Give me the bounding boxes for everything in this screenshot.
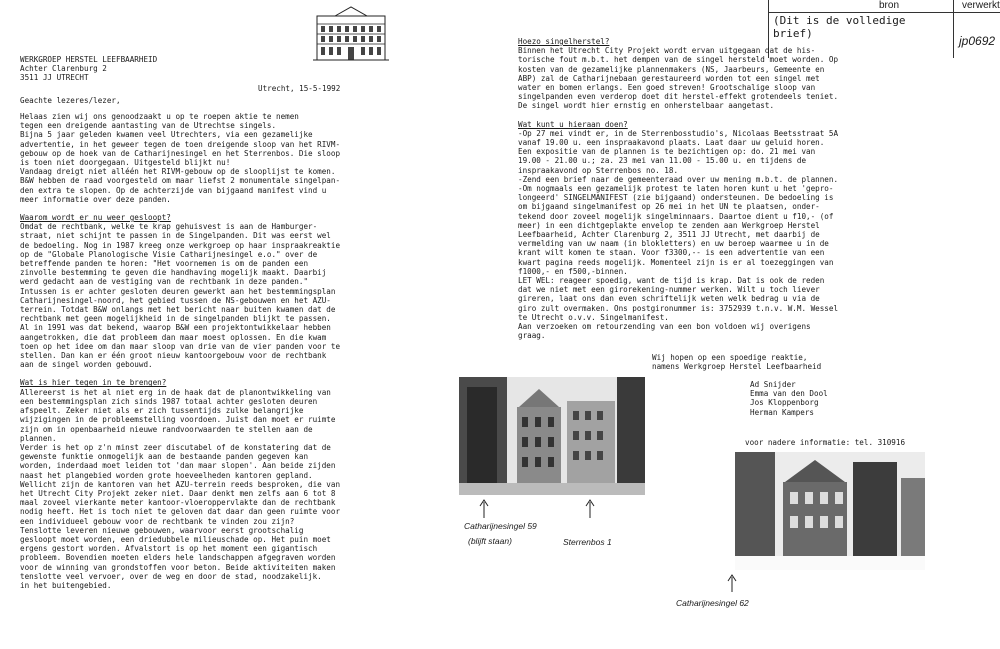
text-line: B&W hebben de raad voorgesteld om maar liefst 2 monumentale singelpan- (20, 176, 341, 186)
signatories (750, 380, 828, 417)
text-line: 19.00 - 21.00 u.; za. 23 mei van 11.00 - 15.00 u. en tijdens de (518, 156, 807, 166)
text-line: graag. (518, 331, 546, 341)
section4-body (518, 129, 918, 341)
text-line: Verder is het op z'n minst zeer discutabel of de konstatering dat de (20, 442, 331, 452)
intro-paragraph (20, 112, 415, 204)
text-line: de bedoeling. Nog in 1987 kreeg onze werkgroep op haar inspraakreaktie (20, 240, 341, 250)
text-line: kwart pagina reeds mogelijk. Momenteel zijn is er al toezeggingen van (518, 257, 834, 267)
text-line: betreffende panden te horen: "Het voornemen is om de panden een (20, 259, 309, 269)
text-line: Vandaag dreigt niet alléén het RIVM-gebouw op de slooplijst te komen. (20, 167, 336, 177)
sender-city: 3511 JJ UTRECHT (20, 73, 89, 83)
sender-name: WERKGROEP HERSTEL LEEFBAARHEID (20, 55, 158, 64)
text-line: Aan verzoeken om retourzending van een bon voldoen wij overigens (518, 322, 811, 332)
text-line: Wellicht zijn de kantoren van het AZU-terrein reeds besproken, die van (20, 479, 341, 489)
text-line: Binnen het Utrecht City Projekt wordt ervan uitgegaan dat de his- (518, 46, 816, 56)
section1-body (20, 222, 415, 369)
signatory-4: Herman Kampers (750, 407, 815, 417)
text-line: f1000,- en f500,-binnen. (518, 266, 628, 276)
text-line: tegen een dreigende aantasting van de Utrechtse singels. (20, 121, 277, 131)
signatory-1: Ad Snijder (750, 380, 796, 389)
text-line: Omdat de rechtbank, welke te krap gehuisvest is aan de Hamburger- (20, 222, 318, 232)
photo-catharijnesingel-59 (459, 377, 645, 495)
text-line: LET WEL: reageer spoedig, want de tijd is krap. Dat is ook de reden (518, 276, 825, 286)
salutation: Geachte lezeres/lezer, (20, 96, 121, 105)
text-line: rechtbank met geen mogelijkheid in de singelpanden blijkt te passen. (20, 314, 331, 324)
sender-street: Achter Clarenburg 2 (20, 64, 107, 74)
text-line: aan de singel worden gebouwd. (20, 360, 153, 370)
text-line: een bestemmingsplan zich sinds 1987 totaal achter gesloten deuren (20, 396, 318, 406)
text-line: zinvolle bestemming te geven die handhaving mogelijk maakt. Daarbij (20, 268, 327, 278)
text-line: ergens gestort worden. Afvalstort is op het moment een gigantisch (20, 544, 318, 554)
right-column (518, 37, 918, 341)
text-line: Tenslotte leveren nieuwe gebouwen, waarvoor eerst grootschalig (20, 525, 304, 535)
text-line: terrein. Totdat B&W onlangs met het bericht naar buiten kwamen dat de (20, 305, 336, 315)
text-line: -Zend een brief naar de gemeenteraad over uw mening m.b.t. de plannen. (518, 174, 839, 184)
text-line: plannen. (20, 433, 57, 443)
text-line: het Utrecht City Projekt zeker niet. Daar denkt men zelfs aan 6 tot 8 (20, 488, 336, 498)
text-line: voor de winning van grondstoffen voor beton. Beide aktiviteiten maken (20, 562, 336, 572)
text-line: meer informatie over deze panden. (20, 194, 171, 204)
caption-catharijnesingel-62: Catharijnesingel 62 (676, 598, 749, 608)
text-line: aangetrokken, die dat probleem dan maar moest oplossen. En die kwam (20, 332, 327, 342)
text-line: krant wilt komen te staan. Voor f3300,-- is een advertentie van een (518, 248, 825, 258)
text-line: gireren, laat ons dan even schriftelijk weten welk bedrag u via de (518, 294, 820, 304)
text-line: vermelding van uw naam (in blokletters) en uw beroep waarmee u in de (518, 239, 829, 249)
stamp-note-line-1: (Dit is de volledige (773, 14, 906, 27)
text-line: inspraakavond op Sterrenbos no. 18. (518, 165, 679, 175)
text-line: De singel wordt hier ernstig en onherstelbaar aangetast. (518, 101, 775, 111)
text-line: Helaas zien wij ons genoodzaakt u op te roepen aktie te nemen (20, 112, 299, 121)
closing-line-1: Wij hopen op een spoedige reaktie, (652, 353, 808, 362)
text-line: Een expositie van de plannen is te bezichtigen op: do. 21 mei van (518, 147, 816, 157)
text-line: te Utrecht o.v.v. Singelmanifest. (518, 312, 669, 322)
signatory-2: Emma van den Dool (750, 389, 828, 399)
text-line: wijzigingen in de probleemstelling voordoen. Juist dan moet er ruimte (20, 415, 336, 425)
photo-catharijnesingel-62 (735, 452, 925, 570)
text-line: straat, niet schijnt te passen in de Singelpanden. Dit was eerst wel (20, 231, 331, 241)
text-line: dat we niet met een girorekening-nummer werken. Wilt u toch liever (518, 285, 820, 295)
section4-heading: Wat kunt u hieraan doen? (518, 119, 628, 129)
text-line: toen op het idee om dan maar sloop van drie van de vier panden voor te (20, 341, 341, 351)
text-line: probleem. Bovendien moeten elders hele landschappen afgegraven worden (20, 553, 336, 563)
caption-arrows-icon (470, 496, 630, 520)
text-line: om bijgaand singelmanifest op 26 mei in het UN te plaatsen, onder- (518, 202, 820, 212)
stamp-bron-label: bron (879, 0, 900, 11)
text-line: in het buitengebied. (20, 580, 112, 590)
building-logo-icon (311, 4, 391, 64)
text-line: tekend door zoveel mogelijk singelminnaars. Daartoe dient u f10,- (of (518, 211, 834, 221)
text-line: Leefbaarheid, Achter Clarenburg 2, 3511 JJ Utrecht, met daarbij de (518, 230, 820, 240)
text-line: vanaf 19.00 u. een inspraakavond plaats. Laat daar uw geluid horen. (518, 138, 825, 148)
caption-arrow-62-icon (722, 572, 742, 594)
text-line: is toen niet doorgegaan. Uitgesteld blijkt nu! (20, 158, 231, 168)
text-line: singelpanden even verderop doet dit herstel-effekt grotendeels teniet. (518, 92, 839, 102)
section2-body (20, 388, 415, 590)
stamp-note-line-2: brief) (773, 27, 813, 40)
closing-line-2: namens Werkgroep Herstel Leefbaarheid (652, 362, 822, 372)
text-line: Catharijnesingel-noord, het gebied tussen de NS-gebouwen en het AZU- (20, 295, 331, 305)
text-line: op de "Globale Planologische Visie Catharijnesingel e.o." over de (20, 249, 318, 259)
text-line: gewenste funktie onmogelijk aan de bestaande panden gegeven kan (20, 452, 309, 462)
text-line: ABP) zal de Catharijnebaan gerestaureerd worden tot een singel met (518, 73, 820, 83)
text-line: Intussen is er achter gesloten deuren gewerkt aan het bestemmingsplan (20, 286, 336, 296)
text-line: worden, inderdaad moet leiden tot 'dan maar slopen'. Aan beide zijden (20, 461, 336, 471)
text-line: -Om nogmaals een gezamelijk protest te laten horen kunt u het 'gepro- (518, 184, 834, 194)
text-line: torische fout m.b.t. het dempen van de singel hersteld moet worden. Op (518, 55, 839, 65)
text-line: tenslotte veel vervoer, over de weg en door de stad, noodzakelijk. (20, 571, 322, 581)
contact-info: voor nadere informatie: tel. 310916 (745, 438, 906, 447)
caption-blijft-staan: (blijft staan) (468, 536, 512, 546)
text-line: kosten van de gezamelijke plannenmakers (NS, Jaarbeurs, Gemeente en (518, 64, 825, 74)
stamp-verwerkt-label: verwerkt (962, 0, 1000, 11)
text-line: Bijna 5 jaar geleden kwamen veel Utrechters, via een gezamelijke (20, 130, 313, 140)
text-line: nodig heeft. Het is toch niet te geloven dat daar dan geen ruimte voor (20, 507, 341, 517)
caption-sterrenbos-1: Sterrenbos 1 (563, 537, 612, 547)
dateline: Utrecht, 15-5-1992 (258, 84, 341, 93)
left-column (20, 112, 415, 590)
signatory-3: Jos Kloppenborg (750, 398, 819, 408)
stamp-code: jp0692 (959, 34, 996, 48)
text-line: Allereerst is het al niet erg in de haak dat de planontwikkeling van (20, 387, 331, 397)
text-line: zijn om in openbaarheid nieuwe randvoorwaarden te stellen aan de (20, 424, 313, 434)
section2-heading: Wat is hier tegen in te brengen? (20, 378, 167, 388)
caption-catharijnesingel-59: Catharijnesingel 59 (464, 521, 537, 531)
text-line: gebouw op de hoek van de Catharijnesingel en het Sterrenbos. Die sloop (20, 148, 341, 158)
text-line: een individueel gebouw voor de rechtbank te vinden zou zijn? (20, 516, 295, 526)
section1-heading: Waarom wordt er nu weer gesloopt? (20, 213, 171, 223)
text-line: longeerd' SINGELMANIFEST (zie bijgaand) ondersteunen. De bedoeling is (518, 193, 834, 203)
text-line: giro zult overmaken. Ons postgironummer is: 3752939 t.n.v. W.M. Wessel (518, 303, 839, 313)
text-line: maal zoveel vierkante meter kantoor-vloeroppervlakte dan de rechtbank (20, 498, 336, 508)
section3-body (518, 46, 918, 110)
section3-heading: Hoezo singelherstel? (518, 37, 610, 46)
text-line: naast het plangebied worden grote hoeveelheden kantoren gepland. (20, 470, 313, 480)
closing (652, 353, 821, 371)
text-line: werd gedacht aan de vestiging van de rechtbank in deze panden." (20, 277, 309, 287)
text-line: meer) in een dichtgeplakte envelop te zenden aan Werkgroep Herstel (518, 220, 820, 230)
text-line: gesloopt moet worden, een driedubbele milieuschade op. Het puin moet (20, 534, 331, 544)
text-line: Al in 1991 was dat bekend, waarop B&W een projektontwikkelaar hebben (20, 323, 331, 333)
text-line: afspeelt. Zeker niet als er zich tussentijds zulke belangrijke (20, 406, 304, 416)
text-line: den extra te slopen. Op de achterzijde van bijgaand manifest vind u (20, 185, 327, 195)
text-line: water en bomen erlangs. Een goed streven! Grootschalige sloop van (518, 83, 816, 93)
sender-address (20, 55, 157, 83)
text-line: -Op 27 mei vindt er, in de Sterrenbosstudio's, Nicolaas Beetsstraat 5A (518, 128, 839, 138)
text-line: stellen. Dan kan er één groot nieuw kantoorgebouw voor de rechtbank (20, 351, 327, 361)
text-line: advertentie, in het geweer tegen de toen dreigende sloop van het RIVM- (20, 139, 341, 149)
